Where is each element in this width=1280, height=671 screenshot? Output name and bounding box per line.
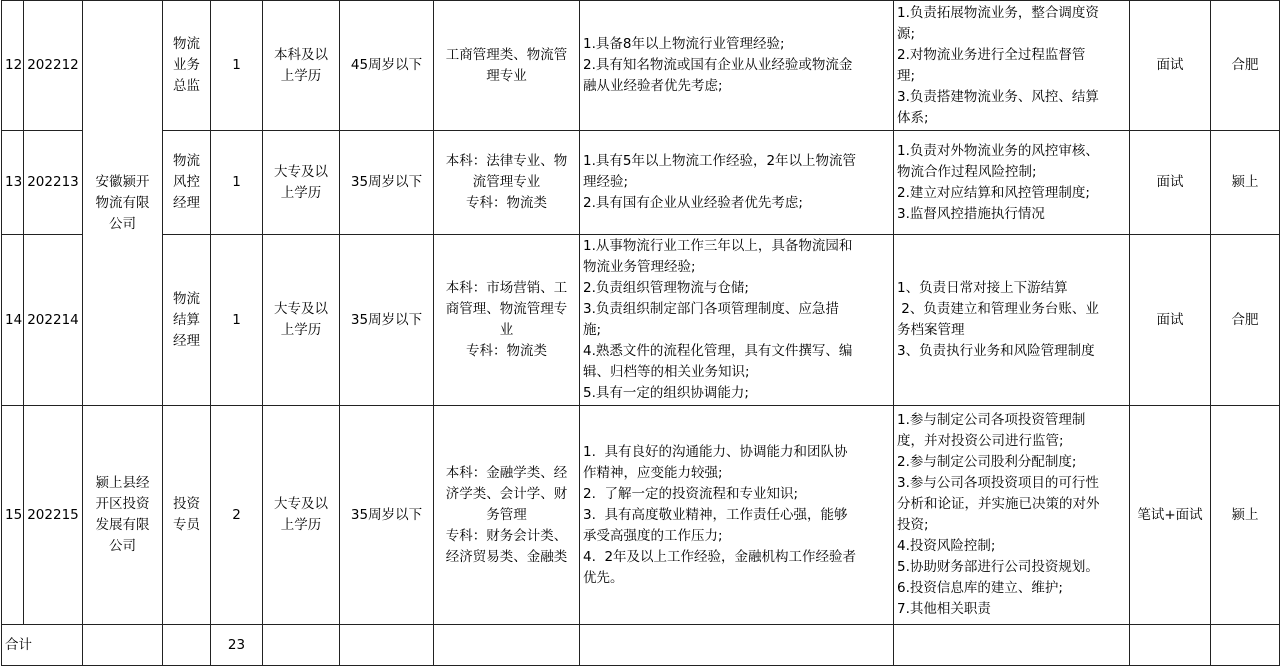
major-requirement: 本科：金融学类、经 济学类、会计学、财 务管理 专科：财务会计类、 经济贸易类、金融类 xyxy=(434,406,580,625)
age-requirement: 45周岁以下 xyxy=(340,1,434,131)
row-index: 14 xyxy=(2,235,24,406)
exam-method: 面试 xyxy=(1130,1,1211,131)
position-name: 物流 业务 总监 xyxy=(163,1,211,131)
hiring-count: 1 xyxy=(211,235,263,406)
total-label: 合计 xyxy=(2,625,83,666)
position-code: 202212 xyxy=(24,1,83,131)
position-code: 202214 xyxy=(24,235,83,406)
job-duties: 1.负责拓展物流业务，整合调度资 源; 2.对物流业务进行全过程监督管 理; 3.负责搭建物流业务、风控、结算 体系; xyxy=(894,1,1130,131)
work-location: 颍上 xyxy=(1211,131,1280,235)
table-row xyxy=(2,406,1280,625)
hiring-count: 1 xyxy=(211,1,263,131)
empty-cell xyxy=(434,625,580,666)
education-requirement: 大专及以 上学历 xyxy=(263,406,340,625)
job-requirements: 1.具备8年以上物流行业管理经验; 2.具有知名物流或国有企业从业经验或物流金 融从业经验者优先考虑; xyxy=(580,1,894,131)
work-location: 合肥 xyxy=(1211,1,1280,131)
job-duties: 1.负责对外物流业务的风控审核、 物流合作过程风险控制; 2.建立对应结算和风控管理制度; 3.监督风控措施执行情况 xyxy=(894,131,1130,235)
job-duties: 1、负责日常对接上下游结算 2、负责建立和管理业务台账、业 务档案管理 3、负责执行业务和风险管理制度 xyxy=(894,235,1130,406)
position-code: 202213 xyxy=(24,131,83,235)
empty-cell xyxy=(263,625,340,666)
major-requirement: 工商管理类、物流管 理专业 xyxy=(434,1,580,131)
position-name: 投资 专员 xyxy=(163,406,211,625)
exam-method: 笔试+面试 xyxy=(1130,406,1211,625)
empty-cell xyxy=(894,625,1130,666)
row-index: 12 xyxy=(2,1,24,131)
position-name: 物流 风控 经理 xyxy=(163,131,211,235)
company-name: 安徽颍开 物流有限 公司 xyxy=(83,1,163,406)
empty-cell xyxy=(83,625,163,666)
total-row xyxy=(2,625,1280,666)
age-requirement: 35周岁以下 xyxy=(340,235,434,406)
job-duties: 1.参与制定公司各项投资管理制 度，并对投资公司进行监管; 2.参与制定公司股利分配制度; 3.参与公司各项投资项目的可行性 分析和论证，并实施已决策的对外 投资; 4.投资风险控制; 5.协助财务部进行公司投资规划。 6.投资信息库的建立、维护; 7.其他相关职责 xyxy=(894,406,1130,625)
row-index: 13 xyxy=(2,131,24,235)
education-requirement: 大专及以 上学历 xyxy=(263,131,340,235)
work-location: 合肥 xyxy=(1211,235,1280,406)
empty-cell xyxy=(340,625,434,666)
table-row xyxy=(2,131,1280,235)
exam-method: 面试 xyxy=(1130,235,1211,406)
row-index: 15 xyxy=(2,406,24,625)
empty-cell xyxy=(1130,625,1211,666)
hiring-count: 2 xyxy=(211,406,263,625)
major-requirement: 本科：法律专业、物 流管理专业 专科：物流类 xyxy=(434,131,580,235)
major-requirement: 本科：市场营销、工 商管理、物流管理专 业 专科：物流类 xyxy=(434,235,580,406)
empty-cell xyxy=(580,625,894,666)
job-requirements: 1. 具有良好的沟通能力、协调能力和团队协 作精神，应变能力较强; 2. 了解一定的投资流程和专业知识; 3. 具有高度敬业精神，工作责任心强，能够 承受高强度的工作压力; 4. 2年及以上工作经验，金融机构工作经验者 优先。 xyxy=(580,406,894,625)
age-requirement: 35周岁以下 xyxy=(340,131,434,235)
table-row xyxy=(2,1,1280,131)
company-name: 颍上县经 开区投资 发展有限 公司 xyxy=(83,406,163,625)
empty-cell xyxy=(1211,625,1280,666)
table-row xyxy=(2,235,1280,406)
exam-method: 面试 xyxy=(1130,131,1211,235)
job-requirements: 1.具有5年以上物流工作经验，2年以上物流管 理经验; 2.具有国有企业从业经验者优先考虑; xyxy=(580,131,894,235)
education-requirement: 大专及以 上学历 xyxy=(263,235,340,406)
recruitment-table xyxy=(1,0,1280,666)
empty-cell xyxy=(163,625,211,666)
position-code: 202215 xyxy=(24,406,83,625)
age-requirement: 35周岁以下 xyxy=(340,406,434,625)
total-count: 23 xyxy=(211,625,263,666)
position-name: 物流 结算 经理 xyxy=(163,235,211,406)
work-location: 颍上 xyxy=(1211,406,1280,625)
job-requirements: 1.从事物流行业工作三年以上，具备物流园和 物流业务管理经验; 2.负责组织管理物流与仓储; 3.负责组织制定部门各项管理制度、应急措 施; 4.熟悉文件的流程化管理，具有文件撰写、编 辑、归档等的相关业务知识; 5.具有一定的组织协调能力; xyxy=(580,235,894,406)
hiring-count: 1 xyxy=(211,131,263,235)
education-requirement: 本科及以 上学历 xyxy=(263,1,340,131)
